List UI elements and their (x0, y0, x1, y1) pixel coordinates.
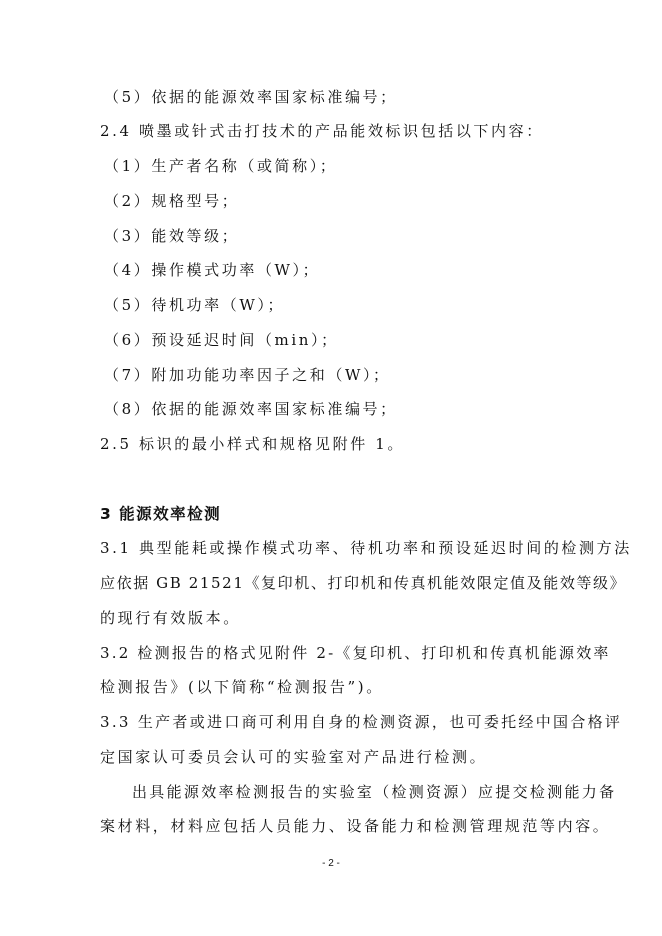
list-item: （5）待机功率（W）； (104, 296, 286, 314)
list-item: （8）依据的能源效率国家标准编号； (104, 400, 398, 418)
clause-2-4: 2.4 喷墨或针式击打技术的产品能效标识包括以下内容： (100, 122, 544, 140)
list-item: （4）操作模式功率（W）； (104, 261, 321, 279)
list-item: （7）附加功能功率因子之和（W）； (104, 366, 391, 384)
page-number: - 2 - (322, 858, 340, 869)
text-line: 案材料，材料应包括人员能力、设备能力和检测管理规范等内容。 (100, 817, 611, 835)
text-line: 的现行有效版本。 (100, 609, 241, 627)
text-line: 出具能源效率检测报告的实验室（检测资源）应提交检测能力备 (132, 783, 617, 801)
section-heading: 3 能源效率检测 (100, 505, 222, 523)
list-item: （3）能效等级； (104, 227, 240, 245)
text-line: 应依据 GB 21521《复印机、打印机和传真机能效限定值及能效等级》 (100, 574, 627, 592)
text-line: 3.2 检测报告的格式见附件 2-《复印机、打印机和传真机能源效率 (100, 644, 611, 662)
clause-2-5: 2.5 标识的最小样式和规格见附件 1。 (100, 435, 405, 453)
text-line: 3.3 生产者或进口商可利用自身的检测资源，也可委托经中国合格评 (100, 713, 623, 731)
text-line: 3.1 典型能耗或操作模式功率、待机功率和预设延迟时间的检测方法 (100, 539, 632, 557)
list-item: （1）生产者名称（或简称）； (104, 157, 338, 175)
list-item: （5）依据的能源效率国家标准编号； (104, 88, 398, 106)
list-item: （6）预设延迟时间（min）； (104, 331, 339, 349)
list-item: （2）规格型号； (104, 192, 240, 210)
text-line: 检测报告》(以下简称“检测报告”)。 (100, 678, 384, 696)
text-line: 定国家认可委员会认可的实验室对产品进行检测。 (100, 748, 488, 766)
